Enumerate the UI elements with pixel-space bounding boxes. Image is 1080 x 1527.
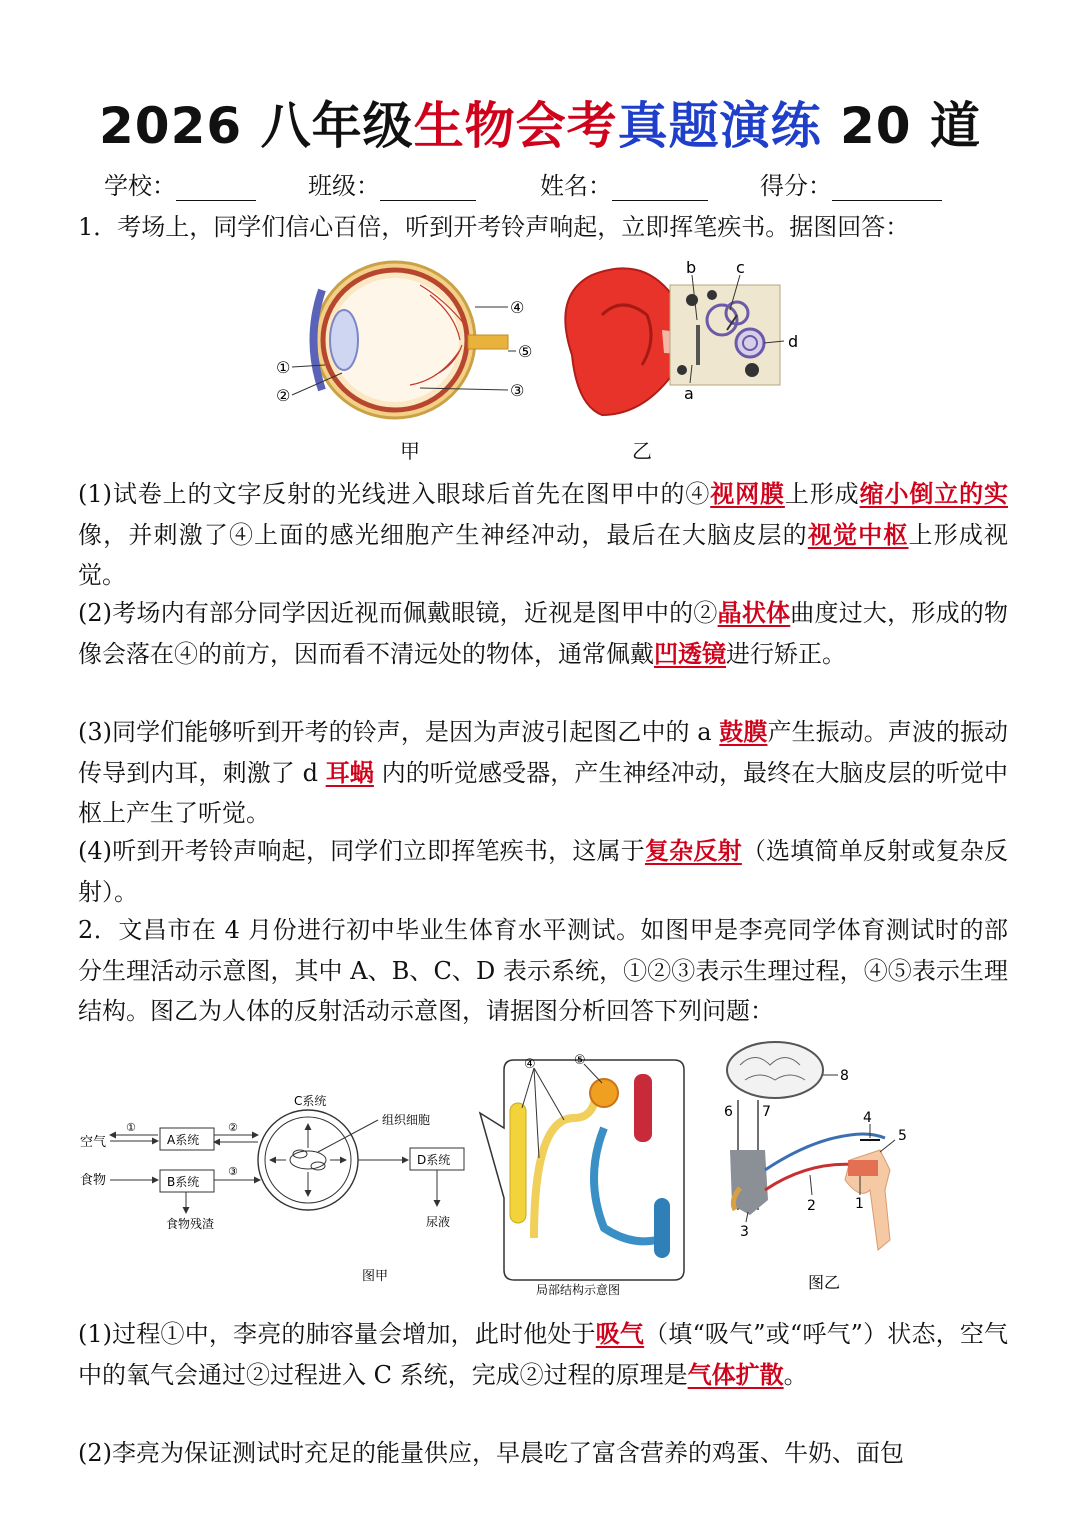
title-practice: 真题演练	[617, 97, 822, 155]
class-field	[308, 166, 476, 201]
eye-label-3: ③	[510, 381, 525, 400]
q1-p2-text-c: 进行矫正。	[726, 639, 846, 668]
school-label: 学校：	[104, 172, 176, 200]
score-label: 得分：	[760, 172, 832, 200]
reflex-label-3: 3	[740, 1224, 749, 1240]
system-a-label: A系统	[167, 1133, 200, 1147]
system-d-label: D系统	[417, 1153, 451, 1167]
q2-stem: 2．文昌市在 4 月份进行初中毕业生体育水平测试。如图甲是李亮同学体育测试时的部分生理活动示意图，其中 A、B、C、D 表示系统，①②③表示生理过程，④⑤表示生理结构。图乙为人体的反射活动示意图，请据图分析回答下列问题：	[78, 916, 1008, 1025]
brain	[727, 1042, 823, 1098]
school-field	[104, 166, 256, 201]
q1-part4	[78, 831, 1008, 912]
q2-p1-text-b: （填“吸气”或“呼气”）状态，空气中的氧气会通过②过程进入 C 系统，完成②过程的原理是	[78, 1320, 1009, 1389]
eye-label-5: ⑤	[518, 342, 533, 361]
title-grade: 2026 八年级	[99, 97, 414, 155]
reflex-label-8: 8	[840, 1068, 849, 1084]
tissue-cell-label: 组织细胞	[382, 1113, 431, 1127]
ear-label-d: d	[788, 332, 799, 351]
q2-part1	[78, 1314, 1008, 1395]
q1-p2-answer-concave-lens: 凹透镜	[654, 638, 726, 668]
q1-part2	[78, 593, 1008, 674]
ear-label-b: b	[686, 258, 697, 277]
q2-p1-answer-inhale: 吸气	[595, 1319, 645, 1348]
reflex-label-5: 5	[898, 1128, 907, 1144]
q1-part3	[78, 712, 1008, 834]
food-label: 食物	[80, 1173, 107, 1188]
q2-p1-text-c: 。	[783, 1360, 808, 1389]
label-5: ⑤	[574, 1053, 586, 1068]
food-residue-label: 食物残渣	[166, 1217, 215, 1231]
local-structure-caption: 局部结构示意图	[536, 1283, 621, 1297]
fig-jia-caption: 图甲	[362, 1269, 389, 1284]
q1-part1	[78, 474, 1008, 596]
process-1-label: ①	[126, 1121, 136, 1134]
q1-p3-text-c: 内的听觉感受器，产生神经冲动，最终在大脑皮层的听觉中枢上产生了听觉。	[78, 758, 1009, 827]
eye-caption: 甲	[400, 439, 420, 463]
q2-part2	[78, 1433, 1008, 1474]
reflex-arc-diagram	[720, 1040, 920, 1300]
class-label: 班级：	[308, 172, 380, 200]
system-c-label: C系统	[294, 1094, 327, 1108]
q2-p2-text-a: (2)李亮为保证测试时充足的能量供应，早晨吃了富含营养的鸡蛋、牛奶、面包	[78, 1439, 904, 1467]
q1-p1-answer-retina: 视网膜	[710, 479, 785, 508]
q1-p1-text-a: (1)试卷上的文字反射的光线进入眼球后首先在图甲中的④	[78, 480, 711, 508]
q1-p3-answer-eardrum: 鼓膜	[719, 717, 768, 746]
fig-yi-caption: 图乙	[808, 1273, 841, 1292]
eye-label-2: ②	[276, 386, 291, 405]
system-flow-diagram	[78, 1088, 478, 1288]
q1-p4-text-b: （选填简单反射或复杂反射）。	[78, 837, 1009, 906]
q1-p3-text-a: (3)同学们能够听到开考的铃声，是因为声波引起图乙中的 a	[78, 718, 720, 746]
nephron-diagram	[474, 1048, 694, 1298]
name-label: 姓名：	[540, 172, 612, 200]
q1-stem: 1．考场上，同学们信心百倍，听到开考铃声响起，立即挥笔疾书。据图回答：	[78, 213, 910, 241]
q2-p1-answer-diffusion: 气体扩散	[687, 1359, 784, 1389]
q1-p4-text-a: (4)听到开考铃声响起，同学们立即挥笔疾书，这属于	[78, 837, 645, 865]
name-blank[interactable]	[612, 176, 708, 201]
class-blank[interactable]	[380, 176, 476, 201]
process-3-label: ③	[228, 1165, 238, 1178]
q2-p1-text-a: (1)过程①中，李亮的肺容量会增加，此时他处于	[78, 1320, 596, 1348]
ear-caption: 乙	[632, 439, 652, 463]
urine-label: 尿液	[426, 1215, 451, 1229]
reflex-label-4: 4	[863, 1110, 872, 1126]
eye-label-1: ①	[276, 358, 291, 377]
cochlea	[736, 329, 764, 357]
reflex-label-7: 7	[762, 1104, 771, 1120]
collecting-duct	[510, 1103, 526, 1223]
q1-p1-text-c: 像，并刺激了④上面的感光细胞产生神经冲动，最后在大脑皮层的	[78, 520, 808, 549]
page-title	[0, 86, 1080, 158]
q1-p1-answer-visual-center: 视觉中枢	[807, 519, 909, 549]
score-field	[760, 166, 942, 201]
process-2-label: ②	[228, 1121, 238, 1134]
reflex-label-1: 1	[855, 1196, 864, 1212]
q1-p3-text-b: 产生振动。声波的振动传导到内耳，刺激了 d	[78, 718, 1009, 787]
q1-p2-answer-lens: 晶状体	[717, 598, 791, 627]
school-blank[interactable]	[176, 176, 256, 201]
q1-p3-answer-cochlea: 耳蜗	[325, 757, 374, 787]
air-label: 空气	[80, 1135, 107, 1150]
score-blank[interactable]	[832, 176, 942, 201]
q1-p4-answer-complex-reflex: 复杂反射	[644, 836, 742, 865]
title-count: 20 道	[821, 97, 981, 155]
reflex-label-2: 2	[807, 1198, 816, 1214]
q1-p1-answer-image: 缩小倒立的实	[859, 479, 1009, 508]
ear-diagram	[552, 255, 812, 430]
eye-label-4: ④	[510, 298, 525, 317]
q1-p1-text-b: 上形成	[784, 480, 860, 508]
effector-muscle	[848, 1160, 878, 1176]
glomerulus	[590, 1079, 618, 1107]
reflex-label-6: 6	[724, 1104, 733, 1120]
renal-artery	[634, 1074, 652, 1142]
eye-diagram	[270, 255, 550, 430]
q1-p2-text-a: (2)考场内有部分同学因近视而佩戴眼镜，近视是图甲中的②	[78, 599, 718, 627]
optic-nerve	[468, 335, 508, 349]
q1-p2-text-b: 曲度过大，形成的物像会落在④的前方，因而看不清远处的物体，通常佩戴	[78, 599, 1009, 668]
ear-label-c: c	[736, 258, 745, 277]
system-b-label: B系统	[167, 1175, 200, 1189]
lens	[330, 310, 358, 370]
name-field	[540, 166, 708, 201]
q1-p1-text-d: 上形成视觉。	[78, 520, 1009, 589]
title-subject: 生物会考	[413, 97, 618, 155]
ear-label-a: a	[684, 384, 694, 403]
label-4: ④	[524, 1057, 536, 1072]
